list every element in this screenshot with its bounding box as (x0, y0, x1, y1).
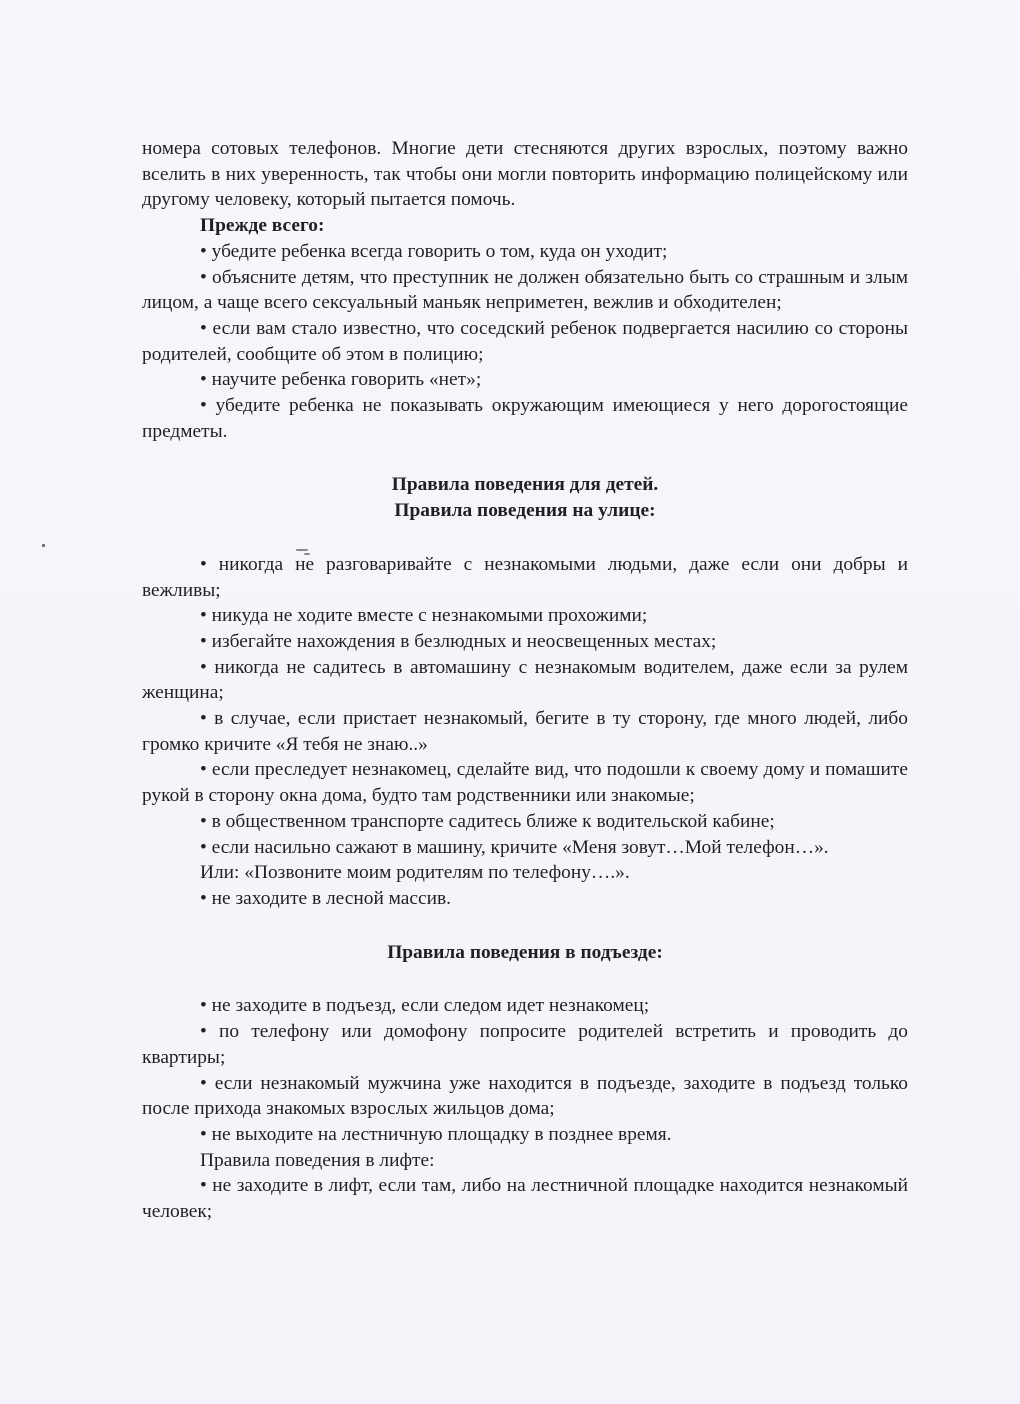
spacer (142, 965, 908, 993)
list-item: Или: «Позвоните моим родителям по телефону….». (200, 862, 630, 884)
document-body (142, 136, 908, 1225)
list-item: • объясните детям, что преступник не должен обязательно быть со страшным и злым лицом, а чаще всего сексуальный маньяк неприметен, вежлив и обходителен; (142, 266, 908, 314)
list-item: • если преследует незнакомец, сделайте вид, что подошли к своему дому и помашите рукой в сторону окна дома, будто там родственники или знакомые; (142, 759, 908, 807)
scan-speck (42, 544, 45, 547)
list-item: • научите ребенка говорить «нет»; (200, 369, 482, 391)
list-item: • никогда не разговаривайте с незнакомыми людьми, даже если они добры и вежливы; (142, 553, 908, 601)
list-item: • не заходите в лифт, если там, либо на лестничной площадке находится незнакомый человек; (142, 1175, 908, 1223)
list-item: • по телефону или домофону попросите родителей встретить и проводить до квартиры; (142, 1021, 908, 1068)
list-item: • убедите ребенка не показывать окружающим имеющиеся у него дорогостоящие предметы. (142, 395, 908, 442)
section-title-street: Правила поведения на улице: (394, 500, 656, 522)
spacer (142, 524, 908, 552)
section-title-entrance: Правила поведения в подъезде: (387, 941, 663, 963)
list-item: • никуда не ходите вместе с незнакомыми прохожими; (200, 605, 648, 627)
list-item: • убедите ребенка всегда говорить о том, куда он уходит; (200, 240, 668, 262)
list-item: • в общественном транспорте садитесь ближе к водительской кабине; (200, 810, 775, 832)
list-item: • никогда не садитесь в автомашину с незнакомым водителем, даже если за рулем женщина; (142, 656, 908, 704)
section-title-children: Правила поведения для детей. (391, 474, 659, 496)
lift-heading: Правила поведения в лифте: (200, 1149, 435, 1171)
list-item: • в случае, если пристает незнакомый, бегите в ту сторону, где много людей, либо громко кричите «Я тебя не знаю..» (142, 708, 908, 755)
first-heading: Прежде всего: (200, 215, 325, 237)
intro-paragraph: номера сотовых телефонов. Многие дети стесняются других взрослых, поэтому важно вселить в них уверенность, так чтобы они могли повторить информацию полицейскому или другому человеку, который пытается помочь. (142, 138, 908, 211)
list-item: • если незнакомый мужчина уже находится в подъезде, заходите в подъезд только после прихода знакомых взрослых жильцов дома; (142, 1072, 908, 1120)
spacer (142, 444, 908, 472)
spacer (142, 912, 908, 940)
list-item: • не выходите на лестничную площадку в позднее время. (200, 1123, 672, 1145)
list-item: • не заходите в подъезд, если следом идет незнакомец; (200, 995, 650, 1017)
list-item: • если насильно сажают в машину, кричите «Меня зовут…Мой телефон…». (200, 836, 829, 858)
list-item: • избегайте нахождения в безлюдных и неосвещенных местах; (200, 630, 717, 652)
list-item: • если вам стало известно, что соседский ребенок подвергается насилию со стороны родителей, сообщите об этом в полицию; (142, 317, 908, 365)
list-item: • не заходите в лесной массив. (200, 887, 452, 909)
